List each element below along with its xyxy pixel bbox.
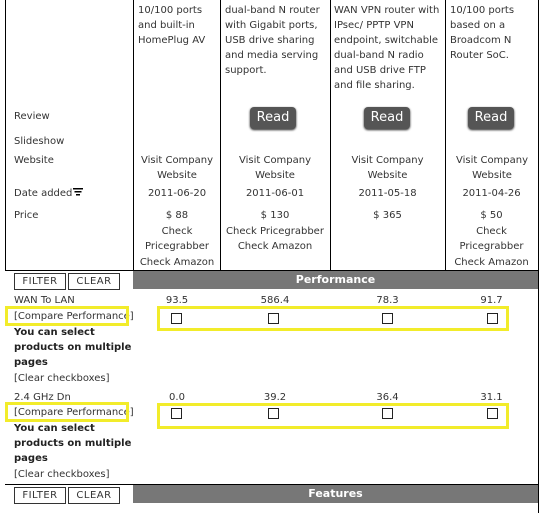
date-value: 2011-06-20	[147, 188, 207, 199]
read-review-button[interactable]: Read	[468, 107, 514, 129]
select-hint: You can select products on multiple pages	[14, 423, 132, 464]
filter-button[interactable]: FILTER	[14, 487, 66, 504]
grid-vline	[5, 0, 6, 270]
compare-performance-link[interactable]: [Compare Performance]	[14, 407, 134, 418]
metric-name: 2.4 GHz Dn	[14, 392, 71, 403]
highlight-box	[157, 306, 509, 331]
price-value: $ 130	[260, 210, 290, 221]
sort-icon[interactable]	[73, 186, 83, 201]
visit-website-link[interactable]: Visit Company Website	[351, 155, 424, 181]
label-price: Price	[14, 210, 39, 221]
date-added-label[interactable]: Date added	[14, 188, 73, 199]
price-cell	[220, 208, 330, 255]
product-description: dual-band N router with Gigabit ports, USB drive sharing and media serving support.	[225, 5, 320, 76]
amazon-link[interactable]: Check Amazon	[237, 241, 313, 252]
ghz-value: 36.4	[376, 392, 399, 403]
clear-checkboxes-link[interactable]: [Clear checkboxes]	[14, 469, 110, 480]
label-date-added[interactable]	[14, 186, 83, 201]
label-review: Review	[14, 111, 50, 122]
visit-website-link[interactable]: Visit Company Website	[238, 155, 312, 181]
highlight-box	[5, 402, 129, 422]
read-review-button[interactable]: Read	[250, 107, 296, 129]
pricegrabber-link[interactable]: Check Pricegrabber	[145, 225, 209, 252]
price-value: $ 50	[480, 210, 503, 221]
ghz-value: 31.1	[480, 392, 503, 403]
date-value: 2011-04-26	[462, 188, 521, 199]
wan-value: 93.5	[165, 295, 189, 306]
price-cell	[330, 208, 445, 224]
pricegrabber-link[interactable]: Check Pricegrabber	[459, 225, 524, 252]
amazon-link[interactable]: Check Amazon	[454, 256, 529, 268]
wan-value: 586.4	[260, 295, 290, 306]
clear-button[interactable]: CLEAR	[68, 273, 120, 290]
section-header-features: Features	[133, 485, 538, 503]
date-value: 2011-05-18	[358, 188, 417, 199]
highlight-box	[157, 403, 509, 429]
price-value: $ 88	[165, 210, 189, 221]
read-review-button[interactable]: Read	[364, 107, 410, 129]
product-description: 10/100 ports and built-in HomePlug AV	[138, 5, 206, 46]
clear-checkboxes-link[interactable]: [Clear checkboxes]	[14, 373, 110, 384]
wan-value: 78.3	[376, 295, 399, 306]
amazon-link[interactable]: Check Amazon	[139, 256, 215, 268]
pricegrabber-link[interactable]: Check Pricegrabber	[226, 225, 324, 237]
visit-website-link[interactable]: Visit Company Website	[455, 155, 529, 181]
date-value: 2011-06-01	[245, 188, 305, 199]
metric-name: WAN To LAN	[14, 295, 75, 306]
label-website: Website	[14, 155, 54, 166]
filter-button[interactable]: FILTER	[14, 273, 66, 290]
compare-performance-link[interactable]: [Compare Performance]	[14, 311, 134, 322]
ghz-value: 0.0	[169, 392, 185, 403]
price-value: $ 365	[373, 210, 402, 221]
price-cell	[134, 208, 220, 270]
product-description: 10/100 ports based on a Broadcom N Router SoC.	[450, 5, 515, 61]
grid-vline	[330, 0, 331, 270]
section-header-performance: Performance	[133, 271, 538, 289]
wan-value: 91.7	[480, 295, 503, 306]
product-description: WAN VPN router with IPsec/ PPTP VPN endpoint, switchable dual-band N radio and USB drive FTP and file sharing.	[334, 5, 440, 91]
highlight-box	[5, 306, 129, 326]
clear-button[interactable]: CLEAR	[68, 487, 120, 504]
ghz-value: 39.2	[263, 392, 287, 403]
price-cell	[445, 208, 538, 270]
label-slideshow: Slideshow	[14, 136, 65, 147]
visit-website-link[interactable]: Visit Company Website	[140, 155, 214, 181]
grid-vline	[538, 0, 539, 513]
select-hint: You can select products on multiple pages	[14, 327, 132, 368]
